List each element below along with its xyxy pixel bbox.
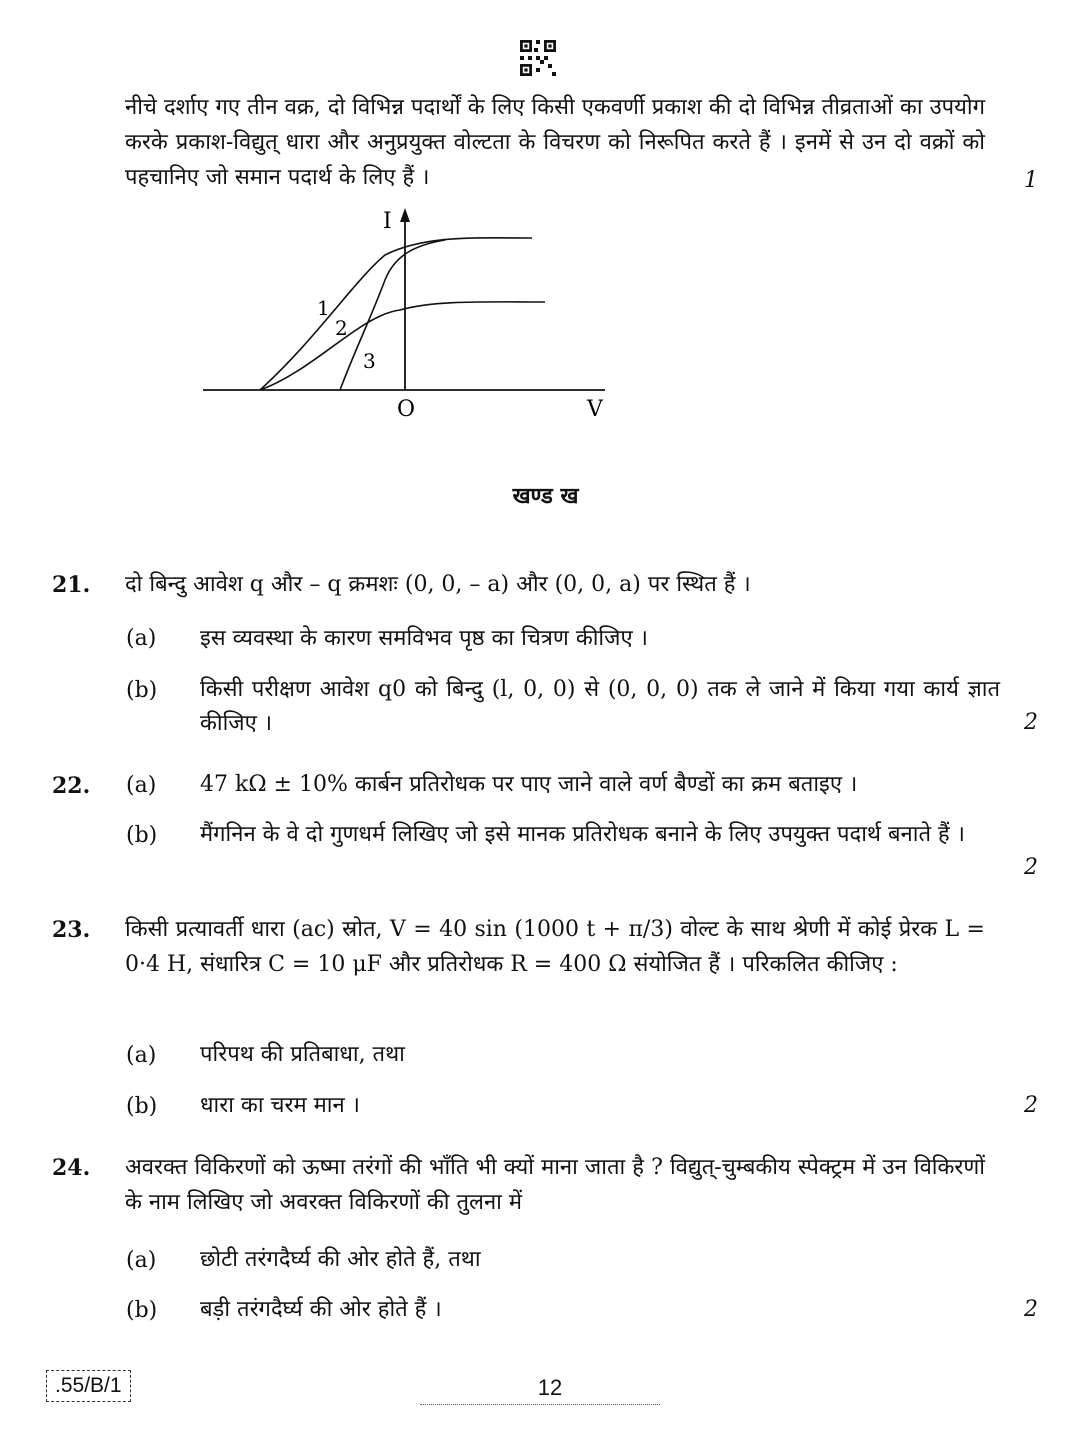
intro-question-text: नीचे दर्शाए गए तीन वक्र, दो विभिन्न पदार्थों के लिए किसी एकवर्णी प्रकाश की दो विभिन्न तीव्रताओं का उपयोग करके प्रकाश-विद्युत् धारा और अनुप्रयुक्त वोल्टता के विचरण को निरूपित करते हैं । इनमें से उन दो वक्रों को पहचानिए जो समान पदार्थ के लिए हैं ।: [125, 95, 985, 190]
q21-text: दो बिन्दु आवेश q और – q क्रमशः (0, 0, – a) और (0, 0, a) पर स्थित हैं ।: [125, 572, 751, 597]
q21-b-label: (b): [126, 678, 158, 703]
q23-a-text: परिपथ की प्रतिबाधा, तथा: [200, 1042, 405, 1067]
q21-number: 21.: [52, 572, 91, 598]
q22-a-text: 47 kΩ ± 10% कार्बन प्रतिरोधक पर पाए जाने वाले वर्ण बैण्डों का क्रम बताइए ।: [200, 772, 858, 797]
q24-b-text: बड़ी तरंगदैर्घ्य की ओर होते हैं ।: [200, 1297, 442, 1322]
q21-a-label: (a): [126, 626, 157, 651]
photoelectric-curves-figure: [195, 200, 615, 430]
q21-a-text: इस व्यवस्था के कारण समविभव पृष्ठ का चित्रण कीजिए ।: [200, 626, 648, 651]
q24-text: अवरक्त विकिरणों को ऊष्मा तरंगों की भाँति भी क्यों माना जाता है ? विद्युत्-चुम्बकीय स्पेक्ट्रम में उन विकिरणों के नाम लिखिए जो अवरक्त विकिरणों की तुलना में: [125, 1155, 985, 1215]
q22-b-label: (b): [126, 823, 158, 848]
q24-number: 24.: [52, 1155, 91, 1181]
q24-a-text: छोटी तरंगदैर्घ्य की ओर होते हैं, तथा: [200, 1247, 481, 1272]
q23-number: 23.: [52, 917, 91, 943]
q23-a-label: (a): [126, 1043, 157, 1068]
origin-label: O: [397, 397, 416, 422]
q22-a-label: (a): [126, 773, 157, 798]
intro-marks: 1: [1024, 168, 1038, 193]
q24-marks: 2: [1024, 1297, 1038, 1322]
y-axis-label: I: [383, 209, 392, 234]
q22-number: 22.: [52, 773, 91, 799]
q23-marks: 2: [1024, 1093, 1038, 1118]
curve-1: [260, 238, 532, 390]
footer-divider: [420, 1404, 660, 1405]
curve-3: [340, 240, 445, 390]
q24-b-label: (b): [126, 1298, 158, 1323]
section-heading: खण्ड ख: [512, 483, 579, 509]
qr-code-icon: [520, 40, 556, 76]
paper-code: .55/B/1: [46, 1370, 131, 1402]
q23-text: किसी प्रत्यावर्ती धारा (ac) स्रोत, V = 40 sin (1000 t + π/3) वोल्ट के साथ श्रेणी में कोई प्रेरक L = 0·4 H, संधारित्र C = 10 μF और प्रतिरोधक R = 400 Ω संयोजित हैं । परिकलित कीजिए :: [125, 917, 985, 977]
q23-b-text: धारा का चरम मान ।: [200, 1093, 361, 1118]
curve-label-2: 2: [335, 316, 348, 340]
q24-a-label: (a): [126, 1248, 157, 1273]
curve-label-1: 1: [317, 296, 330, 320]
q22-b-text: मैंगनिन के वे दो गुणधर्म लिखिए जो इसे मानक प्रतिरोधक बनाने के लिए उपयुक्त पदार्थ बनाते हैं ।: [200, 822, 966, 847]
q23-b-label: (b): [126, 1094, 158, 1119]
q21-b-text: किसी परीक्षण आवेश q0 को बिन्दु (l, 0, 0) से (0, 0, 0) तक ले जाने में किया गया कार्य ज्ञात कीजिए ।: [200, 677, 1000, 736]
page-number: 12: [537, 1375, 563, 1400]
q22-marks: 2: [1024, 855, 1038, 880]
x-axis-label: V: [587, 397, 603, 422]
q21-marks: 2: [1024, 710, 1038, 735]
i-axis-arrow: [400, 208, 410, 222]
curve-label-3: 3: [363, 349, 376, 373]
